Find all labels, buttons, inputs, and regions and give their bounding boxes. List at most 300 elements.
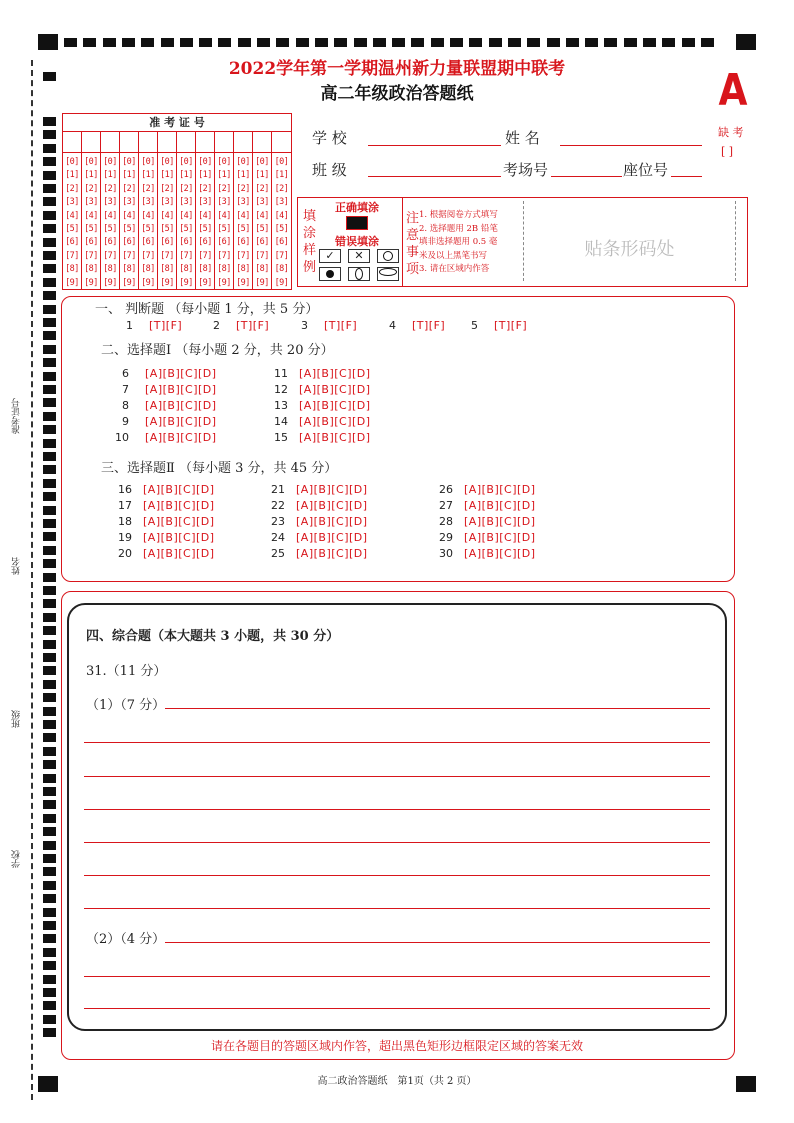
answer-bubbles[interactable]: [A][B][C][D] bbox=[145, 383, 217, 396]
timing-mark bbox=[43, 1015, 56, 1024]
answer-line[interactable] bbox=[84, 776, 710, 777]
fill-example-char: 例 bbox=[303, 260, 317, 275]
timing-mark bbox=[43, 492, 56, 501]
id-digit-bubble[interactable]: [1] bbox=[255, 170, 269, 181]
id-digit-bubble[interactable]: [1] bbox=[122, 170, 136, 181]
section1-title: 一、 判断题 （每小题 1 分，共 5 分） bbox=[95, 302, 319, 317]
candidate-id-bubbles bbox=[63, 153, 291, 290]
id-digit-entry-box[interactable] bbox=[253, 132, 272, 152]
answer-bubbles[interactable]: [A][B][C][D] bbox=[299, 415, 371, 428]
wrong-fill-zero-icon bbox=[348, 267, 370, 281]
id-digit-entry-box[interactable] bbox=[177, 132, 196, 152]
id-digit-bubble[interactable]: [6] bbox=[141, 237, 155, 248]
id-digit-bubble[interactable]: [3] bbox=[217, 197, 231, 208]
notes-char: 注 bbox=[406, 211, 420, 226]
timing-mark bbox=[43, 117, 56, 126]
id-digit-bubble[interactable]: [2] bbox=[65, 183, 79, 194]
timing-mark bbox=[199, 38, 212, 47]
timing-mark bbox=[431, 38, 444, 47]
question-number: 15 bbox=[274, 431, 288, 444]
id-digit-bubble[interactable]: [0] bbox=[103, 157, 117, 167]
timing-mark bbox=[43, 157, 56, 166]
name-field[interactable] bbox=[560, 145, 702, 146]
question-number: 1 bbox=[126, 319, 133, 332]
answer-line[interactable] bbox=[84, 842, 710, 843]
id-digit-bubble[interactable]: [6] bbox=[122, 237, 136, 248]
timing-mark bbox=[43, 680, 56, 689]
timing-mark bbox=[43, 760, 56, 769]
name-label: 姓 名 bbox=[505, 129, 540, 147]
timing-mark bbox=[43, 961, 56, 970]
timing-mark bbox=[43, 425, 56, 434]
id-digit-bubble[interactable]: [7] bbox=[103, 250, 117, 261]
id-digit-entry-box[interactable] bbox=[63, 132, 82, 152]
id-digit-bubble[interactable]: [3] bbox=[160, 197, 174, 208]
id-digit-bubble[interactable]: [1] bbox=[103, 170, 117, 181]
timing-mark bbox=[43, 412, 56, 421]
timing-mark bbox=[43, 1028, 56, 1037]
timing-mark bbox=[43, 345, 56, 354]
id-digit-bubble[interactable]: [0] bbox=[141, 157, 155, 167]
id-digit-bubble[interactable]: [7] bbox=[255, 250, 269, 261]
id-digit-bubble[interactable]: [1] bbox=[84, 170, 98, 181]
id-digit-bubble[interactable]: [4] bbox=[103, 210, 117, 221]
id-digit-bubble[interactable]: [5] bbox=[65, 224, 79, 235]
id-digit-bubble[interactable]: [3] bbox=[141, 197, 155, 208]
timing-mark bbox=[469, 38, 482, 47]
exam-title: 2022学年第一学期温州新力量联盟期中联考 bbox=[228, 59, 566, 79]
id-digit-bubble[interactable]: [8] bbox=[274, 264, 289, 275]
version-letter: A bbox=[718, 65, 748, 116]
id-digit-bubble[interactable]: [6] bbox=[84, 237, 98, 248]
answer-bubbles[interactable]: [A][B][C][D] bbox=[464, 483, 536, 496]
id-digit-bubble[interactable]: [4] bbox=[84, 210, 98, 221]
timing-mark bbox=[43, 130, 56, 139]
id-digit-bubble[interactable]: [0] bbox=[198, 157, 212, 167]
id-digit-bubble[interactable]: [3] bbox=[274, 197, 289, 208]
id-digit-bubble[interactable]: [3] bbox=[236, 197, 250, 208]
answer-bubbles[interactable]: [A][B][C][D] bbox=[464, 499, 536, 512]
question-number: 8 bbox=[122, 399, 129, 412]
id-digit-bubble[interactable]: [0] bbox=[179, 157, 193, 167]
id-digit-bubble[interactable]: [6] bbox=[255, 237, 269, 248]
timing-mark bbox=[43, 948, 56, 957]
timing-mark bbox=[218, 38, 231, 47]
id-digit-bubble[interactable]: [5] bbox=[179, 224, 193, 235]
question-number: 6 bbox=[122, 367, 129, 380]
timing-mark bbox=[43, 800, 56, 809]
id-digit-bubble[interactable]: [7] bbox=[179, 250, 193, 261]
answer-bubbles[interactable]: [A][B][C][D] bbox=[299, 367, 371, 380]
id-digit-bubble[interactable]: [4] bbox=[198, 210, 212, 221]
id-digit-bubble[interactable]: [3] bbox=[198, 197, 212, 208]
timing-mark bbox=[566, 38, 579, 47]
timing-mark bbox=[64, 38, 77, 47]
id-digit-bubble[interactable]: [4] bbox=[179, 210, 193, 221]
id-digit-bubble[interactable]: [1] bbox=[179, 170, 193, 181]
timing-mark bbox=[373, 38, 386, 47]
id-digit-bubble[interactable]: [4] bbox=[255, 210, 269, 221]
fill-example-char: 涂 bbox=[303, 226, 317, 241]
timing-mark bbox=[43, 894, 56, 903]
id-digit-bubble[interactable]: [2] bbox=[217, 183, 231, 194]
id-digit-bubble[interactable]: [7] bbox=[198, 250, 212, 261]
question-number: 3 bbox=[301, 319, 308, 332]
answer-line[interactable] bbox=[84, 908, 710, 909]
id-digit-bubble[interactable]: [2] bbox=[255, 183, 269, 194]
id-digit-bubble[interactable]: [6] bbox=[236, 237, 250, 248]
page-footer: 高二政治答题纸 第1页（共 2 页） bbox=[317, 1076, 477, 1087]
section4-title: 四、综合题（本大题共 3 小题，共 30 分） bbox=[86, 629, 340, 644]
timing-mark bbox=[624, 38, 637, 47]
id-digit-bubble[interactable]: [5] bbox=[160, 224, 174, 235]
timing-mark bbox=[43, 599, 56, 608]
wrong-fill-label: 错误填涂 bbox=[335, 235, 379, 248]
id-digit-bubble[interactable]: [2] bbox=[84, 183, 98, 194]
answer-bubbles[interactable]: [T][F] bbox=[494, 319, 528, 332]
school-field[interactable] bbox=[368, 145, 501, 146]
answer-bubbles[interactable]: [A][B][C][D] bbox=[143, 515, 215, 528]
school-label: 学 校 bbox=[312, 129, 347, 147]
id-digit-bubble[interactable]: [2] bbox=[236, 183, 250, 194]
id-digit-bubble[interactable]: [8] bbox=[255, 264, 269, 275]
answer-bubbles[interactable]: [T][F] bbox=[149, 319, 183, 332]
binding-line bbox=[31, 60, 33, 1100]
timing-mark bbox=[43, 573, 56, 582]
timing-mark bbox=[315, 38, 328, 47]
timing-mark bbox=[43, 640, 56, 649]
id-digit-bubble[interactable]: [8] bbox=[84, 264, 98, 275]
question-number: 2 bbox=[213, 319, 220, 332]
timing-mark bbox=[43, 238, 56, 247]
id-digit-bubble[interactable]: [6] bbox=[160, 237, 174, 248]
note-line: 填非选择题用 0.5 毫 bbox=[419, 237, 498, 247]
note-line: 1. 根据阅卷方式填写 bbox=[419, 210, 498, 220]
id-digit-bubble[interactable]: [2] bbox=[198, 183, 212, 194]
id-digit-bubble[interactable]: [9] bbox=[198, 277, 212, 288]
id-digit-bubble[interactable]: [9] bbox=[65, 277, 79, 288]
id-digit-bubble[interactable]: [8] bbox=[236, 264, 250, 275]
timing-mark bbox=[411, 38, 424, 47]
id-digit-bubble[interactable]: [5] bbox=[122, 224, 136, 235]
timing-mark bbox=[334, 38, 347, 47]
answer-line[interactable] bbox=[84, 742, 710, 743]
id-digit-entry-box[interactable] bbox=[196, 132, 215, 152]
answer-bubbles[interactable]: [A][B][C][D] bbox=[143, 547, 215, 560]
id-digit-bubble[interactable]: [3] bbox=[65, 197, 79, 208]
answer-line[interactable] bbox=[84, 809, 710, 810]
answer-bubbles[interactable]: [A][B][C][D] bbox=[145, 415, 217, 428]
timing-mark bbox=[43, 144, 56, 153]
id-digit-bubble[interactable]: [1] bbox=[198, 170, 212, 181]
answer-bubbles[interactable]: [A][B][C][D] bbox=[296, 483, 368, 496]
id-digit-bubble[interactable]: [2] bbox=[274, 183, 289, 194]
answer-area-warning: 请在各题目的答题区域内作答，超出黑色矩形边框限定区域的答案无效 bbox=[210, 1039, 583, 1053]
timing-mark bbox=[43, 988, 56, 997]
seat-field[interactable] bbox=[671, 176, 702, 177]
timing-mark bbox=[43, 934, 56, 943]
timing-mark bbox=[43, 975, 56, 984]
candidate-id-block bbox=[62, 113, 292, 290]
id-digit-entry-box[interactable] bbox=[215, 132, 234, 152]
timing-mark bbox=[43, 546, 56, 555]
answer-bubbles[interactable]: [A][B][C][D] bbox=[145, 367, 217, 380]
side-label-name: 姓名 bbox=[12, 557, 22, 575]
id-digit-bubble[interactable]: [7] bbox=[122, 250, 136, 261]
barcode-label: 贴条形码处 bbox=[584, 239, 675, 260]
timing-mark bbox=[43, 841, 56, 850]
id-digit-bubble[interactable]: [6] bbox=[65, 237, 79, 248]
correct-fill-sample bbox=[346, 216, 368, 230]
candidate-id-title: 准 考 证 号 bbox=[63, 114, 291, 132]
answer-line[interactable] bbox=[84, 875, 710, 876]
notes-char: 事 bbox=[406, 245, 420, 260]
question-31-part1-label: （1）（7 分） bbox=[86, 698, 166, 713]
id-digit-entry-box[interactable] bbox=[158, 132, 177, 152]
notes-text bbox=[419, 209, 519, 277]
id-digit-column bbox=[177, 153, 196, 290]
timing-mark bbox=[296, 38, 309, 47]
answer-bubbles[interactable]: [A][B][C][D] bbox=[299, 383, 371, 396]
note-line: 米及以上黑笔书写 bbox=[419, 250, 488, 261]
answer-bubbles[interactable]: [A][B][C][D] bbox=[299, 399, 371, 412]
fill-notes-barcode-box bbox=[297, 197, 748, 287]
answer-bubbles[interactable]: [A][B][C][D] bbox=[143, 499, 215, 512]
answer-bubbles[interactable]: [A][B][C][D] bbox=[296, 547, 368, 560]
notes-side-label bbox=[406, 210, 420, 278]
id-digit-bubble[interactable]: [6] bbox=[179, 237, 193, 248]
timing-mark bbox=[43, 519, 56, 528]
id-digit-bubble[interactable]: [6] bbox=[274, 237, 289, 248]
id-digit-bubble[interactable]: [8] bbox=[179, 264, 193, 275]
id-digit-bubble[interactable]: [1] bbox=[141, 170, 155, 181]
id-digit-bubble[interactable]: [3] bbox=[179, 197, 193, 208]
id-digit-bubble[interactable]: [2] bbox=[160, 183, 174, 194]
timing-mark bbox=[257, 38, 270, 47]
id-digit-bubble[interactable]: [8] bbox=[160, 264, 174, 275]
answer-bubbles[interactable]: [T][F] bbox=[236, 319, 270, 332]
id-digit-bubble[interactable]: [4] bbox=[274, 210, 289, 221]
id-digit-bubble[interactable]: [7] bbox=[84, 250, 98, 261]
seat-label: 座位号 bbox=[623, 161, 669, 179]
timing-mark bbox=[43, 881, 56, 890]
id-digit-bubble[interactable]: [0] bbox=[274, 157, 289, 167]
answer-bubbles[interactable]: [A][B][C][D] bbox=[145, 431, 217, 444]
timing-mark bbox=[43, 452, 56, 461]
id-digit-bubble[interactable]: [8] bbox=[65, 264, 79, 275]
id-digit-bubble[interactable]: [4] bbox=[160, 210, 174, 221]
id-digit-bubble[interactable]: [9] bbox=[236, 277, 250, 288]
answer-bubbles[interactable]: [A][B][C][D] bbox=[464, 531, 536, 544]
id-digit-bubble[interactable]: [3] bbox=[255, 197, 269, 208]
question-number: 16 bbox=[118, 483, 132, 496]
timing-mark bbox=[43, 211, 56, 220]
id-digit-bubble[interactable]: [1] bbox=[274, 170, 289, 181]
question-number: 28 bbox=[439, 515, 453, 528]
timing-mark bbox=[585, 38, 598, 47]
id-digit-bubble[interactable]: [5] bbox=[84, 224, 98, 235]
id-digit-entry-box[interactable] bbox=[139, 132, 158, 152]
question-number: 25 bbox=[271, 547, 285, 560]
id-digit-bubble[interactable]: [8] bbox=[217, 264, 231, 275]
answer-line[interactable] bbox=[84, 976, 710, 977]
id-digit-bubble[interactable]: [4] bbox=[65, 210, 79, 221]
id-digit-entry-box[interactable] bbox=[120, 132, 139, 152]
id-digit-column bbox=[120, 153, 139, 290]
timing-mark bbox=[43, 666, 56, 675]
id-digit-bubble[interactable]: [0] bbox=[236, 157, 250, 167]
absent-checkbox[interactable]: [ ] bbox=[721, 145, 734, 158]
id-digit-bubble[interactable]: [2] bbox=[122, 183, 136, 194]
answer-bubbles[interactable]: [A][B][C][D] bbox=[464, 547, 536, 560]
id-digit-bubble[interactable]: [9] bbox=[141, 277, 155, 288]
id-digit-bubble[interactable]: [3] bbox=[103, 197, 117, 208]
id-digit-bubble[interactable]: [6] bbox=[103, 237, 117, 248]
id-digit-entry-box[interactable] bbox=[101, 132, 120, 152]
id-digit-bubble[interactable]: [7] bbox=[160, 250, 174, 261]
side-label-class: 班级 bbox=[12, 710, 22, 728]
wrong-fill-circle-icon bbox=[377, 249, 399, 263]
timing-mark bbox=[392, 38, 405, 47]
id-digit-bubble[interactable]: [7] bbox=[236, 250, 250, 261]
section3-title: 三、选择题Ⅱ （每小题 3 分，共 45 分） bbox=[101, 461, 338, 476]
id-digit-bubble[interactable]: [1] bbox=[65, 170, 79, 181]
timing-mark bbox=[43, 465, 56, 474]
timing-mark bbox=[43, 559, 56, 568]
candidate-id-entry-row[interactable] bbox=[63, 132, 291, 153]
id-digit-bubble[interactable]: [2] bbox=[103, 183, 117, 194]
id-digit-bubble[interactable]: [5] bbox=[103, 224, 117, 235]
timing-mark bbox=[43, 626, 56, 635]
answer-bubbles[interactable]: [A][B][C][D] bbox=[464, 515, 536, 528]
id-digit-bubble[interactable]: [4] bbox=[122, 210, 136, 221]
id-digit-bubble[interactable]: [7] bbox=[274, 250, 289, 261]
question-number: 9 bbox=[122, 415, 129, 428]
answer-bubbles[interactable]: [A][B][C][D] bbox=[296, 515, 368, 528]
exam-room-field[interactable] bbox=[551, 176, 622, 177]
answer-line[interactable] bbox=[165, 942, 710, 943]
id-digit-bubble[interactable]: [0] bbox=[217, 157, 231, 167]
timing-mark bbox=[43, 747, 56, 756]
corner-mark-top-left bbox=[38, 34, 58, 50]
id-digit-bubble[interactable]: [5] bbox=[274, 224, 289, 235]
answer-bubbles[interactable]: [A][B][C][D] bbox=[143, 483, 215, 496]
id-digit-bubble[interactable]: [9] bbox=[160, 277, 174, 288]
id-digit-entry-box[interactable] bbox=[234, 132, 253, 152]
id-digit-bubble[interactable]: [8] bbox=[141, 264, 155, 275]
divider bbox=[402, 198, 403, 286]
id-digit-bubble[interactable]: [6] bbox=[217, 237, 231, 248]
timing-mark bbox=[43, 693, 56, 702]
id-digit-bubble[interactable]: [9] bbox=[122, 277, 136, 288]
answer-bubbles[interactable]: [A][B][C][D] bbox=[299, 431, 371, 444]
id-digit-entry-box[interactable] bbox=[82, 132, 101, 152]
answer-bubbles[interactable]: [A][B][C][D] bbox=[143, 531, 215, 544]
timing-mark bbox=[43, 224, 56, 233]
timing-mark bbox=[161, 38, 174, 47]
id-digit-bubble[interactable]: [0] bbox=[160, 157, 174, 167]
answer-bubbles[interactable]: [A][B][C][D] bbox=[296, 531, 368, 544]
id-digit-bubble[interactable]: [2] bbox=[179, 183, 193, 194]
side-label-school: 学校 bbox=[12, 850, 22, 868]
question-number: 20 bbox=[118, 547, 132, 560]
id-digit-bubble[interactable]: [4] bbox=[217, 210, 231, 221]
id-digit-bubble[interactable]: [7] bbox=[217, 250, 231, 261]
answer-line[interactable] bbox=[165, 708, 710, 709]
class-field[interactable] bbox=[368, 176, 501, 177]
timing-mark bbox=[43, 867, 56, 876]
answer-bubbles[interactable]: [A][B][C][D] bbox=[145, 399, 217, 412]
id-digit-bubble[interactable]: [6] bbox=[198, 237, 212, 248]
id-digit-bubble[interactable]: [9] bbox=[274, 277, 289, 288]
timing-mark bbox=[43, 358, 56, 367]
timing-mark bbox=[180, 38, 193, 47]
id-digit-bubble[interactable]: [4] bbox=[141, 210, 155, 221]
id-digit-bubble[interactable]: [1] bbox=[160, 170, 174, 181]
id-digit-bubble[interactable]: [5] bbox=[217, 224, 231, 235]
id-digit-bubble[interactable]: [2] bbox=[141, 183, 155, 194]
id-digit-bubble[interactable]: [5] bbox=[255, 224, 269, 235]
timing-mark bbox=[43, 506, 56, 515]
timing-mark bbox=[43, 291, 56, 300]
id-digit-column bbox=[234, 153, 253, 290]
id-digit-bubble[interactable]: [0] bbox=[122, 157, 136, 167]
id-digit-bubble[interactable]: [4] bbox=[236, 210, 250, 221]
id-digit-bubble[interactable]: [8] bbox=[122, 264, 136, 275]
id-digit-bubble[interactable]: [1] bbox=[236, 170, 250, 181]
id-digit-bubble[interactable]: [1] bbox=[217, 170, 231, 181]
id-digit-bubble[interactable]: [3] bbox=[84, 197, 98, 208]
question-number: 14 bbox=[274, 415, 288, 428]
id-digit-bubble[interactable]: [5] bbox=[236, 224, 250, 235]
timing-mark bbox=[238, 38, 251, 47]
id-digit-bubble[interactable]: [0] bbox=[65, 157, 79, 167]
absent-label: 缺 考 bbox=[718, 126, 744, 139]
id-digit-bubble[interactable]: [9] bbox=[217, 277, 231, 288]
answer-bubbles[interactable]: [T][F] bbox=[412, 319, 446, 332]
note-line: 3. 请在区域内作答 bbox=[419, 264, 490, 274]
answer-bubbles[interactable]: [A][B][C][D] bbox=[296, 499, 368, 512]
id-digit-entry-box[interactable] bbox=[272, 132, 291, 152]
id-digit-bubble[interactable]: [7] bbox=[65, 250, 79, 261]
timing-mark bbox=[43, 774, 56, 783]
timing-mark bbox=[43, 251, 56, 260]
id-digit-bubble[interactable]: [0] bbox=[84, 157, 98, 167]
corner-mark-top-right bbox=[736, 34, 756, 50]
id-digit-bubble[interactable]: [9] bbox=[84, 277, 98, 288]
answer-line[interactable] bbox=[84, 1008, 710, 1009]
timing-mark bbox=[43, 331, 56, 340]
answer-bubbles[interactable]: [T][F] bbox=[324, 319, 358, 332]
id-digit-bubble[interactable]: [9] bbox=[103, 277, 117, 288]
id-digit-bubble[interactable]: [7] bbox=[141, 250, 155, 261]
timing-mark bbox=[450, 38, 463, 47]
id-digit-bubble[interactable]: [5] bbox=[141, 224, 155, 235]
question-number: 13 bbox=[274, 399, 288, 412]
question-number: 22 bbox=[271, 499, 285, 512]
id-digit-bubble[interactable]: [5] bbox=[198, 224, 212, 235]
id-digit-bubble[interactable]: [0] bbox=[255, 157, 269, 167]
id-digit-bubble[interactable]: [9] bbox=[255, 277, 269, 288]
timing-mark bbox=[43, 398, 56, 407]
id-digit-bubble[interactable]: [8] bbox=[198, 264, 212, 275]
id-digit-bubble[interactable]: [9] bbox=[179, 277, 193, 288]
id-digit-bubble[interactable]: [3] bbox=[122, 197, 136, 208]
timing-mark bbox=[43, 385, 56, 394]
timing-mark bbox=[122, 38, 135, 47]
exam-room-label: 考场号 bbox=[503, 161, 549, 179]
id-digit-bubble[interactable]: [8] bbox=[103, 264, 117, 275]
